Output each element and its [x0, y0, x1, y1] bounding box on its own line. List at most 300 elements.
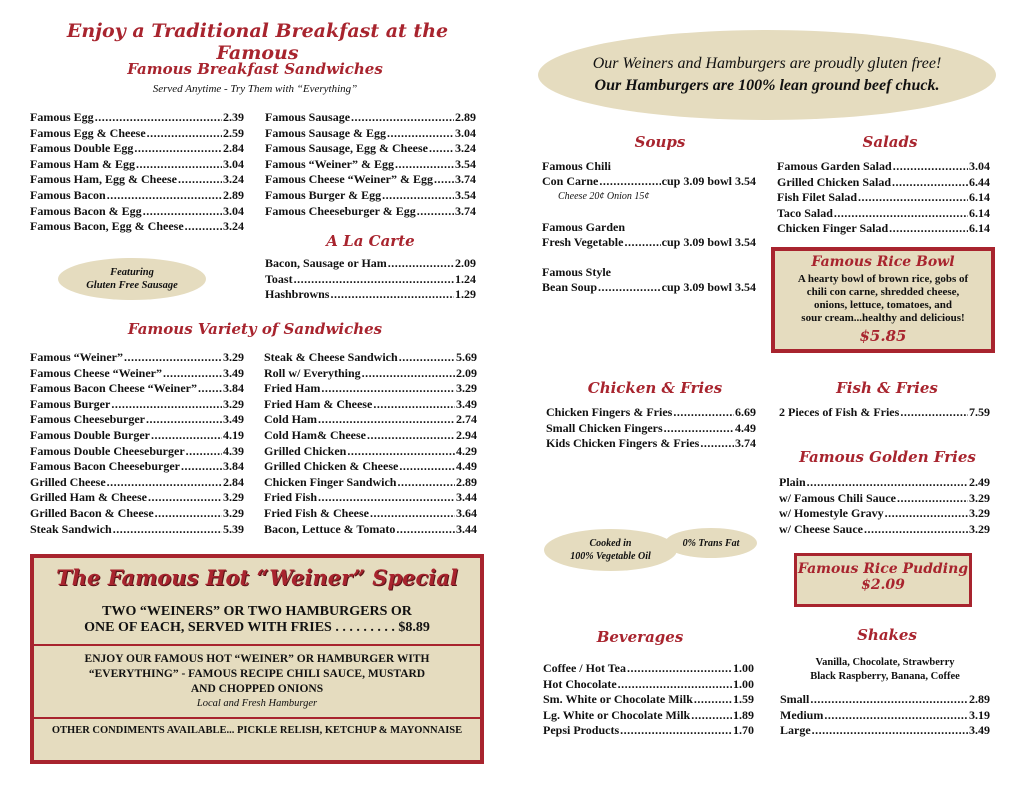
special-condiments: OTHER CONDIMENTS AVAILABLE... PICKLE RELISH, KETCHUP & MAYONNAISE — [51, 725, 463, 736]
menu-item-row — [30, 381, 244, 397]
variety-heading: Famous Variety of Sandwiches — [127, 320, 383, 338]
menu-item-row — [264, 490, 477, 506]
dot-leader — [812, 723, 968, 739]
menu-item-name: Famous Burger — [30, 396, 111, 411]
menu-item-row — [777, 175, 990, 191]
menu-item-row — [264, 522, 477, 538]
menu-item-row — [779, 405, 990, 421]
menu-item-name: Chicken Finger Sandwich — [264, 474, 397, 489]
special-desc-line-3: AND CHOPPED ONIONS — [190, 683, 324, 695]
menu-item-price: 3.04 — [455, 125, 476, 140]
menu-item-row — [30, 444, 244, 460]
menu-item-name: Grilled Bacon & Cheese — [30, 505, 154, 520]
menu-item-price: 2.59 — [223, 125, 244, 140]
menu-item-price: 3.74 — [455, 203, 476, 218]
menu-item-name: Grilled Cheese — [30, 474, 106, 489]
menu-item-price: 1.59 — [733, 692, 754, 707]
dot-leader — [900, 405, 968, 421]
dot-leader — [627, 661, 732, 677]
dot-leader — [181, 459, 222, 475]
menu-item-price: 2.89 — [456, 474, 477, 489]
menu-item-price: 4.19 — [223, 427, 244, 442]
menu-item-row — [265, 141, 476, 157]
menu-item-name: Fried Fish & Cheese — [264, 505, 369, 520]
dot-leader — [143, 204, 222, 220]
dot-leader — [185, 219, 222, 235]
menu-item-price: 1.70 — [733, 723, 754, 738]
menu-item-name: Chicken Finger Salad — [777, 221, 889, 236]
dot-leader — [347, 444, 455, 460]
menu-item-price: 7.59 — [969, 405, 990, 419]
dot-leader — [111, 397, 222, 413]
menu-item-price: 3.64 — [456, 505, 477, 520]
chili-prices: cup 3.09 bowl 3.54 — [661, 174, 756, 188]
hot-weiner-special-box — [31, 555, 483, 763]
menu-item-name: Famous Bacon & Egg — [30, 203, 142, 218]
alacarte-heading: A La Carte — [326, 232, 415, 250]
gluten-free-sausage-badge — [58, 258, 206, 300]
menu-item-name: Famous Sausage & Egg — [265, 125, 387, 140]
menu-item-price: 3.04 — [223, 203, 244, 218]
menu-item-row — [779, 522, 990, 538]
menu-item-name: Famous Egg & Cheese — [30, 125, 146, 140]
bean-name: Bean Soup — [542, 280, 598, 295]
dot-leader — [370, 506, 455, 522]
menu-item-row — [777, 190, 990, 206]
dot-leader — [395, 157, 454, 173]
menu-item-row — [264, 412, 477, 428]
menu-item-name: Grilled Chicken & Cheese — [264, 459, 399, 474]
menu-item-name: Famous Double Burger — [30, 427, 150, 442]
oil-line-2: 100% Vegetable Oil — [570, 551, 651, 562]
menu-item-name: Famous Ham & Egg — [30, 156, 135, 171]
menu-item-name: Famous Cheeseburger & Egg — [265, 203, 416, 218]
salads-list — [777, 159, 990, 237]
menu-item-price: 3.29 — [223, 350, 244, 364]
dot-leader — [834, 206, 968, 222]
dot-leader — [664, 421, 734, 437]
dot-leader — [429, 141, 454, 157]
rice-bowl-desc-3: onions, lettuce, tomatoes, and — [813, 299, 953, 311]
menu-item-row — [30, 506, 244, 522]
dot-leader — [694, 692, 732, 708]
menu-item-price: 2.89 — [455, 110, 476, 124]
chili-row — [542, 174, 756, 190]
dot-leader — [399, 459, 455, 475]
menu-item-name: Famous Cheese “Weiner” & Egg — [265, 172, 433, 187]
dot-leader — [146, 412, 222, 428]
menu-item-row — [30, 522, 244, 538]
shakes-list — [780, 692, 990, 739]
dot-leader — [178, 172, 222, 188]
menu-item-name: Famous Bacon Cheese “Weiner” — [30, 381, 197, 396]
menu-item-name: Famous Garden Salad — [777, 159, 892, 173]
menu-item-row — [265, 287, 476, 303]
menu-item-name: Famous Sausage — [265, 110, 351, 124]
menu-item-price: 3.74 — [455, 172, 476, 187]
menu-item-price: 3.29 — [969, 521, 990, 536]
menu-item-name: Steak & Cheese Sandwich — [264, 350, 398, 364]
rice-pudding-box — [795, 554, 971, 606]
menu-item-name: Famous Double Cheeseburger — [30, 443, 185, 458]
menu-item-name: Chicken Fingers & Fries — [546, 405, 673, 419]
menu-item-row — [265, 204, 476, 220]
menu-item-row — [264, 506, 477, 522]
dot-leader — [318, 412, 455, 428]
beverages-list — [543, 661, 754, 739]
menu-item-name: Famous “Weiner” & Egg — [265, 156, 394, 171]
menu-item-row — [543, 677, 754, 693]
menu-item-name: Famous Cheeseburger — [30, 412, 145, 427]
breakfast-list-right — [265, 110, 476, 219]
menu-item-price: 5.69 — [456, 350, 477, 364]
rice-bowl-price: $5.85 — [859, 327, 907, 345]
menu-item-row — [777, 221, 990, 237]
dot-leader — [367, 428, 455, 444]
dot-leader — [396, 522, 455, 538]
dot-leader — [399, 350, 455, 366]
menu-item-price: 4.39 — [223, 443, 244, 458]
dot-leader — [434, 172, 454, 188]
menu-item-price: 3.49 — [223, 412, 244, 427]
menu-item-row — [543, 723, 754, 739]
menu-item-row — [30, 172, 244, 188]
menu-item-name: Pepsi Products — [543, 723, 620, 738]
dot-leader — [864, 522, 968, 538]
garden-row — [542, 235, 756, 251]
menu-item-name: Famous Bacon Cheeseburger — [30, 459, 180, 474]
menu-item-name: Roll w/ Everything — [264, 365, 361, 380]
dot-leader — [113, 522, 222, 538]
dot-leader — [388, 256, 454, 272]
badge-line-2: Gluten Free Sausage — [86, 280, 178, 291]
menu-item-price: 2.09 — [456, 365, 477, 380]
menu-item-name: Famous Egg — [30, 110, 94, 124]
menu-item-price: 3.24 — [223, 172, 244, 187]
menu-item-name: Famous Bacon, Egg & Cheese — [30, 219, 184, 234]
menu-item-price: 2.94 — [456, 427, 477, 442]
menu-item-row — [264, 444, 477, 460]
menu-item-price: 6.44 — [969, 174, 990, 189]
salads-heading: Salads — [862, 133, 918, 151]
special-divider — [34, 644, 480, 646]
shakes-heading: Shakes — [857, 626, 917, 644]
rice-bowl-desc-4: sour cream...healthy and delicious! — [801, 312, 965, 324]
fries-heading: Famous Golden Fries — [799, 448, 976, 466]
menu-item-row — [264, 475, 477, 491]
dot-leader — [136, 157, 222, 173]
menu-item-row — [780, 723, 990, 739]
menu-item-price: 2.74 — [456, 412, 477, 427]
breakfast-list-left — [30, 110, 244, 235]
menu-item-price: 3.29 — [223, 505, 244, 520]
menu-item-row — [30, 126, 244, 142]
dot-leader — [362, 366, 455, 382]
dot-leader — [382, 188, 454, 204]
menu-item-price: 6.14 — [969, 221, 990, 236]
menu-item-name: Sm. White or Chocolate Milk — [543, 692, 693, 707]
dot-leader — [163, 366, 222, 382]
chili-title: Famous Chili — [542, 159, 612, 173]
garden-title: Famous Garden — [542, 219, 626, 234]
menu-item-price: 1.00 — [733, 676, 754, 691]
menu-item-price: 6.69 — [735, 405, 756, 419]
dot-leader — [134, 141, 222, 157]
menu-item-price: 6.14 — [969, 190, 990, 205]
dot-leader — [124, 350, 222, 366]
rice-bowl-desc-1: A hearty bowl of brown rice, gobs of — [797, 273, 969, 285]
menu-item-price: 3.44 — [456, 521, 477, 536]
menu-item-price: 2.89 — [969, 692, 990, 706]
chili-name: Con Carne — [542, 174, 599, 188]
dot-leader — [824, 708, 968, 724]
special-offer-line-2: ONE OF EACH, SERVED WITH FRIES . . . . . . . . . $8.89 — [84, 620, 430, 635]
menu-item-name: w/ Famous Chili Sauce — [779, 490, 897, 505]
dot-leader — [107, 475, 222, 491]
menu-item-price: 1.29 — [455, 287, 476, 302]
menu-item-row — [30, 350, 244, 366]
bean-prices: cup 3.09 bowl 3.54 — [661, 280, 756, 295]
menu-item-row — [543, 692, 754, 708]
menu-item-row — [30, 110, 244, 126]
menu-item-row — [543, 708, 754, 724]
special-desc-line-1: ENJOY OUR FAMOUS HOT “WEINER” OR HAMBURGER WITH — [84, 653, 430, 665]
menu-item-price: 4.29 — [456, 443, 477, 458]
dot-leader — [893, 159, 968, 175]
menu-item-name: Cold Ham — [264, 412, 318, 427]
menu-item-name: Medium — [780, 707, 824, 722]
menu-item-price: 2.84 — [223, 141, 244, 156]
menu-item-row — [30, 188, 244, 204]
gluten-free-banner — [538, 30, 996, 120]
menu-item-name: Hashbrowns — [265, 287, 330, 302]
dot-leader — [330, 287, 454, 303]
menu-item-name: Grilled Ham & Cheese — [30, 490, 147, 505]
rice-pudding-heading: Famous Rice Pudding — [797, 561, 969, 577]
menu-item-row — [30, 397, 244, 413]
bean-title: Famous Style — [542, 265, 611, 280]
menu-item-name: Bacon, Sausage or Ham — [265, 256, 387, 270]
rice-pudding-price: $2.09 — [861, 577, 905, 593]
menu-item-price: 3.29 — [223, 396, 244, 411]
soups-section — [542, 158, 756, 296]
vegetable-oil-badge — [544, 529, 677, 571]
menu-item-row — [779, 506, 990, 522]
menu-item-price: 3.54 — [455, 156, 476, 171]
menu-item-price: 3.49 — [969, 723, 990, 738]
menu-item-row — [264, 459, 477, 475]
menu-item-name: Famous Double Egg — [30, 141, 134, 156]
dot-leader — [897, 491, 968, 507]
soups-heading: Soups — [634, 133, 686, 151]
menu-item-price: 3.54 — [455, 187, 476, 202]
menu-item-name: Taco Salad — [777, 205, 833, 220]
menu-item-row — [264, 350, 477, 366]
menu-item-name: Large — [780, 723, 811, 738]
dot-leader — [810, 692, 968, 708]
dot-leader — [321, 381, 455, 397]
menu-item-price: 2.39 — [223, 110, 244, 124]
menu-item-name: Small Chicken Fingers — [546, 420, 663, 435]
dot-leader — [373, 397, 455, 413]
dot-leader — [700, 436, 734, 452]
menu-item-name: Famous Burger & Egg — [265, 187, 382, 202]
menu-item-row — [30, 428, 244, 444]
breakfast-subtitle: Served Anytime - Try Them with “Everything” — [152, 83, 358, 95]
menu-item-price: 3.49 — [223, 365, 244, 380]
menu-item-price: 5.39 — [223, 521, 244, 536]
menu-item-row — [780, 708, 990, 724]
special-offer-line-1: TWO “WEINERS” OR TWO HAMBURGERS OR — [102, 604, 412, 619]
dot-leader — [618, 677, 732, 693]
menu-item-row — [30, 204, 244, 220]
special-local: Local and Fresh Hamburger — [196, 698, 318, 709]
menu-item-name: Fish Filet Salad — [777, 190, 858, 205]
menu-item-name: Grilled Chicken Salad — [777, 174, 892, 189]
dot-leader — [387, 126, 454, 142]
menu-item-name: Famous “Weiner” — [30, 350, 123, 364]
menu-item-name: Plain — [779, 475, 806, 489]
menu-item-name: Steak Sandwich — [30, 521, 112, 536]
menu-item-row — [777, 206, 990, 222]
menu-item-price: 3.44 — [456, 490, 477, 505]
menu-title: Enjoy a Traditional Breakfast at the Famous — [66, 20, 449, 64]
menu-item-name: Fried Ham & Cheese — [264, 396, 373, 411]
menu-item-name: Fried Ham — [264, 381, 321, 396]
menu-item-row — [546, 436, 756, 452]
menu-item-row — [543, 661, 754, 677]
gluten-line-1: Our Weiners and Hamburgers are proudly gluten free! — [592, 55, 942, 72]
menu-item-row — [265, 272, 476, 288]
dot-leader — [294, 272, 454, 288]
garden-name: Fresh Vegetable — [542, 234, 624, 249]
dot-leader — [673, 405, 734, 421]
menu-item-price: 2.84 — [223, 474, 244, 489]
menu-item-name: 2 Pieces of Fish & Fries — [779, 405, 900, 419]
variety-list-left — [30, 350, 244, 537]
menu-item-name: Grilled Chicken — [264, 443, 347, 458]
shakes-flavors-2: Black Raspberry, Banana, Coffee — [810, 671, 960, 682]
menu-item-name: Famous Bacon — [30, 187, 106, 202]
rice-bowl-desc-2: chili con carne, shredded cheese, — [806, 286, 960, 298]
rice-bowl-heading: Famous Rice Bowl — [811, 254, 955, 270]
chicken-list — [546, 405, 756, 452]
menu-item-row — [265, 110, 476, 126]
menu-item-row — [264, 397, 477, 413]
menu-item-name: w/ Cheese Sauce — [779, 521, 863, 536]
badge-line-1: Featuring — [110, 267, 154, 278]
trans-fat-badge — [665, 528, 757, 558]
menu-item-row — [30, 157, 244, 173]
fish-heading: Fish & Fries — [836, 379, 938, 397]
menu-item-row — [265, 157, 476, 173]
dot-leader — [417, 204, 454, 220]
menu-item-row — [546, 405, 756, 421]
menu-item-price: 3.74 — [735, 436, 756, 451]
dot-leader — [858, 190, 968, 206]
menu-item-name: Hot Chocolate — [543, 676, 617, 691]
shakes-flavors-1: Vanilla, Chocolate, Strawberry — [815, 657, 955, 668]
menu-item-name: Lg. White or Chocolate Milk — [543, 707, 691, 722]
dot-leader — [95, 110, 222, 126]
chicken-heading: Chicken & Fries — [587, 379, 723, 397]
menu-item-row — [30, 475, 244, 491]
menu-item-name: Cold Ham& Cheese — [264, 427, 366, 442]
menu-item-row — [265, 172, 476, 188]
menu-item-row — [30, 219, 244, 235]
dot-leader — [148, 490, 222, 506]
trans-fat-text: 0% Trans Fat — [682, 537, 740, 549]
special-title: The Famous Hot “Weiner” Special — [56, 565, 458, 590]
dot-leader — [318, 490, 455, 506]
breakfast-heading: Famous Breakfast Sandwiches — [127, 60, 383, 78]
menu-item-row — [777, 159, 990, 175]
menu-item-price: 3.24 — [223, 219, 244, 234]
fish-list — [779, 405, 990, 421]
menu-item-name: Fried Fish — [264, 490, 317, 505]
menu-item-price: 3.29 — [456, 381, 477, 396]
menu-item-price: 3.19 — [969, 707, 990, 722]
special-desc-line-2: “EVERYTHING” - FAMOUS RECIPE CHILI SAUCE, MUSTARD — [88, 668, 426, 680]
chili-extras: Cheese 20¢ Onion 15¢ — [558, 190, 650, 202]
menu-item-row — [546, 421, 756, 437]
menu-item-price: 3.29 — [223, 490, 244, 505]
dot-leader — [620, 723, 732, 739]
menu-item-price: 3.49 — [456, 396, 477, 411]
rice-bowl-box — [772, 248, 994, 352]
menu-item-row — [264, 428, 477, 444]
dot-leader — [186, 444, 222, 460]
menu-item-name: Toast — [265, 271, 293, 286]
dot-leader — [889, 221, 968, 237]
menu-item-price: 2.09 — [455, 256, 476, 270]
bean-row — [542, 280, 756, 296]
menu-item-price: 4.49 — [456, 459, 477, 474]
special-divider-2 — [34, 717, 480, 719]
menu-item-row — [265, 188, 476, 204]
menu-item-row — [30, 412, 244, 428]
menu-item-price: 1.24 — [455, 271, 476, 286]
menu-item-name: Famous Cheese “Weiner” — [30, 365, 162, 380]
menu-item-row — [30, 490, 244, 506]
beverages-heading: Beverages — [596, 628, 684, 646]
menu-item-row — [780, 692, 990, 708]
dot-leader — [151, 428, 222, 444]
menu-item-row — [779, 491, 990, 507]
menu-item-price: 2.49 — [969, 475, 990, 489]
dot-leader — [351, 110, 454, 126]
menu-item-price: 1.00 — [733, 661, 754, 675]
menu-item-price: 3.29 — [969, 490, 990, 505]
dot-leader — [691, 708, 732, 724]
menu-item-row — [264, 366, 477, 382]
menu-item-price: 2.89 — [223, 187, 244, 202]
gluten-line-2: Our Hamburgers are 100% lean ground beef chuck. — [594, 77, 940, 94]
garden-prices: cup 3.09 bowl 3.54 — [661, 234, 756, 249]
dot-leader — [892, 175, 968, 191]
variety-list-right — [264, 350, 477, 537]
dot-leader — [155, 506, 222, 522]
menu-item-price: 4.49 — [735, 420, 756, 435]
menu-item-price: 6.14 — [969, 205, 990, 220]
dot-leader — [885, 506, 968, 522]
menu-item-name: Small — [780, 692, 810, 706]
menu-item-name: Famous Sausage, Egg & Cheese — [265, 141, 429, 156]
menu-item-price: 3.04 — [223, 156, 244, 171]
menu-item-name: Famous Ham, Egg & Cheese — [30, 172, 177, 187]
menu-item-row — [779, 475, 990, 491]
dot-leader — [807, 475, 968, 491]
